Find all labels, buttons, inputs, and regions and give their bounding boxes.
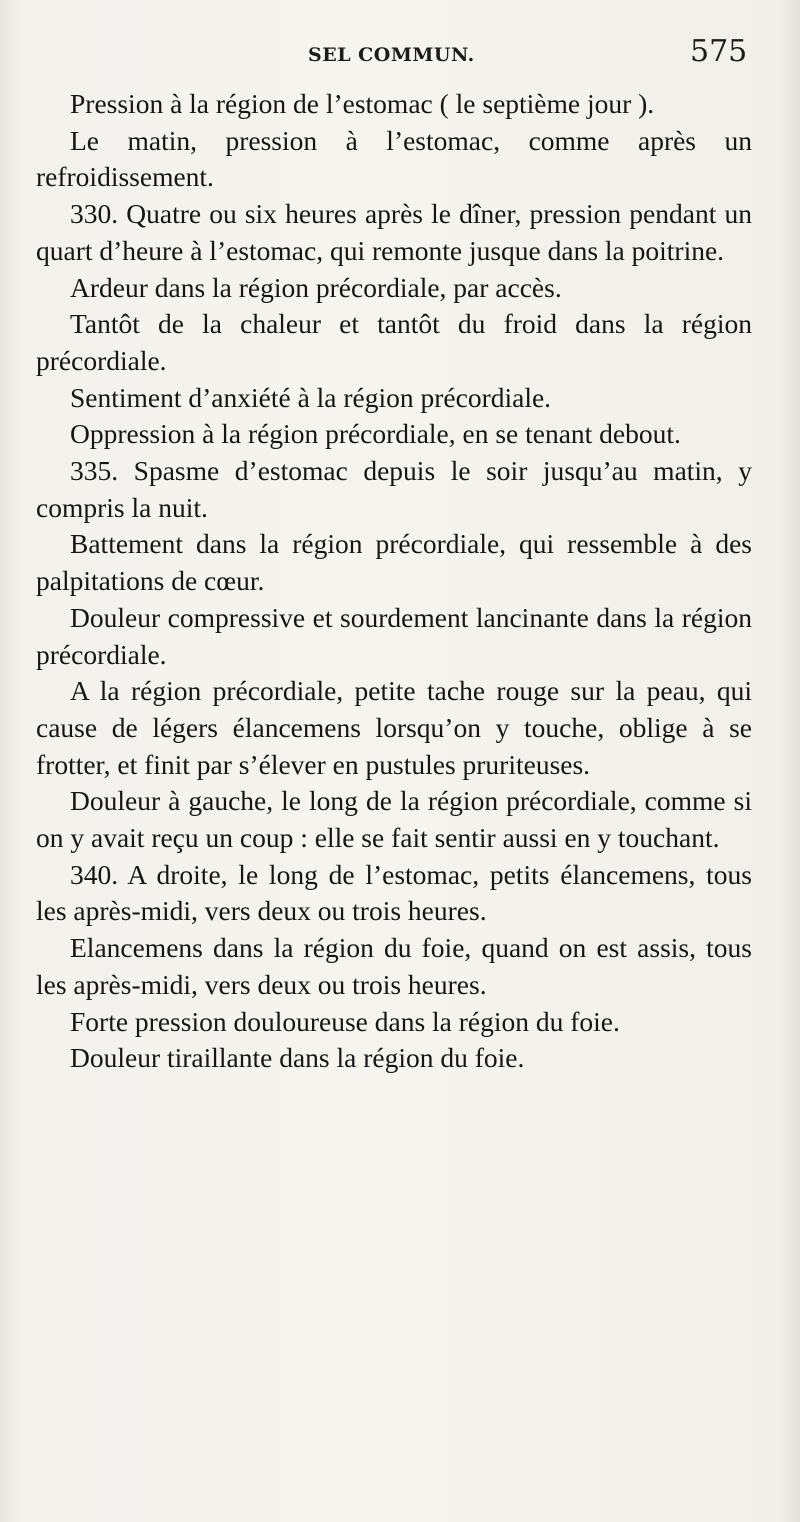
paragraph: Oppression à la région précordiale, en se tenant debout.	[70, 418, 681, 450]
paragraph: Le matin, pression à l’estomac, comme après un refroidissement.	[36, 124, 752, 193]
paragraph: Elancemens dans la région du foie, quand on est assis, tous les après-midi, vers deux ou trois heures.	[36, 932, 752, 1000]
paragraph: A la région précordiale, petite tache rouge sur la peau, qui cause de légers élancemens lorsqu’on y touche, oblige à se frotter, et finit par s’élever en pustules pruriteuses.	[36, 675, 752, 780]
paragraph: Douleur à gauche, le long de la région précordiale, comme si on y avait reçu un coup : elle se fait sentir aussi en y touchant.	[36, 785, 752, 854]
paragraph: 335. Spasme d’estomac depuis le soir jusqu’au matin, y compris la nuit.	[36, 455, 752, 523]
running-title: SEL COMMUN.	[308, 44, 475, 66]
paragraph: Tantôt de la chaleur et tantôt du froid dans la région précordiale.	[36, 308, 752, 376]
page-header	[0, 34, 800, 78]
paragraph: Forte pression douloureuse dans la région du foie.	[70, 1005, 620, 1037]
paragraph: Battement dans la région précordiale, qui ressemble à des palpitations de cœur.	[36, 528, 752, 597]
page-number: 575	[690, 34, 748, 69]
paragraph: 330. Quatre ou six heures après le dîner, pression pendant un quart d’heure à l’estomac, qui remonte jusque dans la poitrine.	[36, 198, 752, 266]
paragraph: Douleur tiraillante dans la région du foie.	[70, 1042, 525, 1074]
paragraph: 340. A droite, le long de l’estomac, petits élancemens, tous les après-midi, vers deux ou trois heures.	[36, 858, 752, 927]
paragraph: Douleur compressive et sourdement lancinante dans la région précordiale.	[36, 601, 752, 670]
paragraph: Pression à la région de l’estomac ( le septième jour ).	[70, 88, 655, 119]
paragraph: Ardeur dans la région précordiale, par accès.	[70, 271, 562, 303]
paragraph: Sentiment d’anxiété à la région précordiale.	[70, 381, 552, 413]
body-text	[36, 86, 752, 1077]
